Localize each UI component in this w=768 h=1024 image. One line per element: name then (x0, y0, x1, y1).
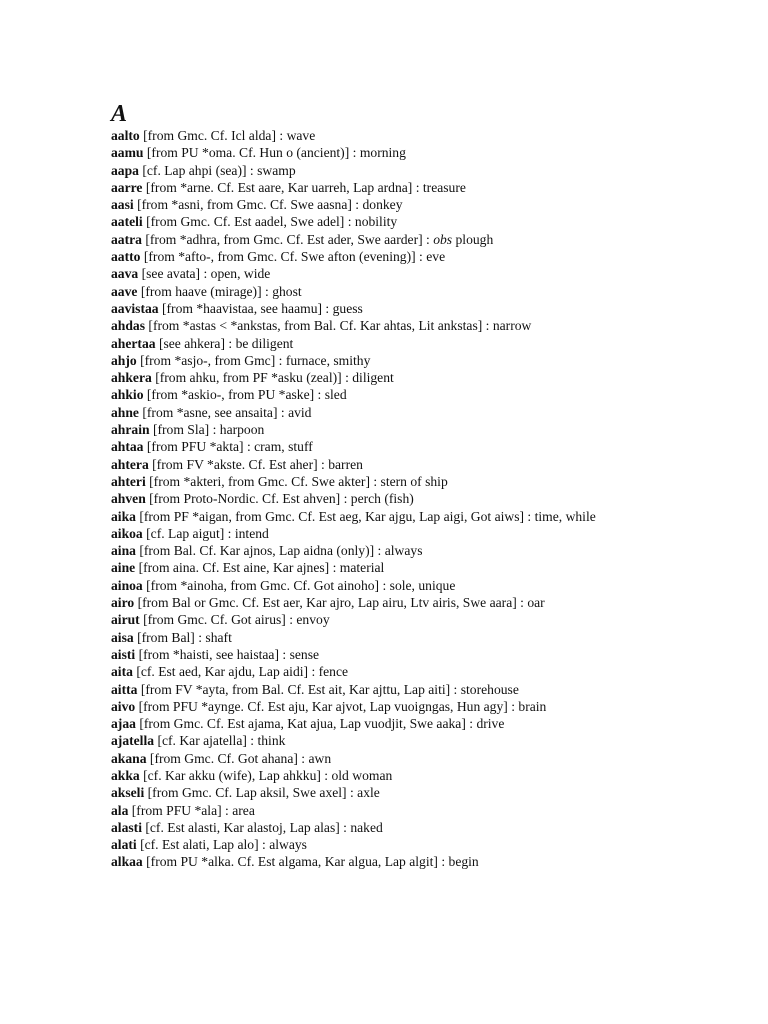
entry-gloss: plough (455, 231, 494, 247)
entry-etymology: [from *akteri, from Gmc. Cf. Swe akter] (149, 473, 370, 489)
entry-etymology: [from *astas < *ankstas, from Bal. Cf. Kar ahtas, Lit ankstas] (148, 318, 483, 334)
entry-headword: aatra (111, 231, 142, 247)
dictionary-entry (111, 352, 721, 369)
entry-gloss: furnace, smithy (285, 352, 371, 368)
entry-separator: : (279, 646, 290, 662)
dictionary-entry (111, 335, 721, 352)
entry-etymology: [from *ainoha, from Gmc. Cf. Got ainoho] (146, 577, 380, 593)
entry-separator: : (246, 733, 258, 749)
dictionary-entry (111, 213, 721, 230)
entry-headword: aapa (111, 162, 139, 178)
entry-headword: ahtaa (111, 439, 144, 455)
entry-separator: : (246, 162, 258, 178)
dictionary-entry (111, 646, 721, 663)
entry-separator: : (465, 716, 477, 732)
entry-headword: ajatella (111, 733, 155, 749)
dictionary-entry (111, 750, 721, 767)
entry-gloss: material (339, 560, 385, 576)
entry-separator: : (369, 473, 381, 489)
entry-list (111, 127, 721, 871)
entry-etymology: [from PFU *akta] (146, 439, 244, 455)
entry-headword: aika (111, 508, 136, 524)
entry-etymology: [from Gmc. Cf. Lap aksil, Swe axel] (147, 785, 347, 801)
entry-etymology: [cf. Lap aigut] (146, 525, 225, 541)
entry-etymology: [from PF *aigan, from Gmc. Cf. Est aeg, Kar ajgu, Lap aigi, Got aiws] (139, 508, 525, 524)
entry-gloss: begin (448, 854, 479, 870)
entry-separator: : (329, 560, 340, 576)
entry-separator: : (524, 508, 535, 524)
dictionary-entry (111, 525, 721, 542)
entry-separator: : (422, 231, 434, 247)
entry-separator: : (320, 767, 332, 783)
entry-separator: : (308, 664, 319, 680)
entry-separator: : (415, 249, 427, 265)
entry-gloss: harpoon (219, 422, 265, 438)
entry-headword: ahertaa (111, 335, 156, 351)
entry-etymology: [from ahku, from PF *asku (zeal)] (155, 370, 342, 386)
dictionary-entry (111, 767, 721, 784)
entry-etymology: [from PFU *ala] (131, 802, 222, 818)
entry-etymology: [cf. Kar akku (wife), Lap ahkku] (143, 767, 321, 783)
entry-gloss: awn (308, 750, 332, 766)
entry-separator: : (322, 300, 333, 316)
entry-separator: : (482, 318, 493, 334)
entry-gloss: wave (286, 128, 316, 143)
entry-etymology: [from *haavistaa, see haamu] (161, 300, 323, 316)
entry-separator: : (374, 543, 385, 559)
entry-headword: aarre (111, 179, 143, 195)
entry-gloss: think (257, 733, 286, 749)
entry-etymology: [cf. Kar ajatella] (157, 733, 247, 749)
entry-gloss: fence (318, 664, 349, 680)
entry-etymology: [from *asne, see ansaita] (142, 404, 278, 420)
entry-headword: ahtera (111, 456, 149, 472)
dictionary-entry (111, 127, 721, 144)
entry-etymology: [from PFU *aynge. Cf. Est aju, Kar ajvot, Lap vuoigngas, Hun agy] (138, 698, 508, 714)
dictionary-entry (111, 265, 721, 282)
entry-gloss: sled (324, 387, 347, 403)
entry-etymology: [from PU *oma. Cf. Hun o (ancient)] (146, 145, 350, 161)
entry-etymology: [from PU *alka. Cf. Est algama, Kar algua, Lap algit] (146, 854, 438, 870)
entry-etymology: [from Bal or Gmc. Cf. Est aer, Kar ajro, Lap airu, Ltv airis, Swe aara] (137, 595, 517, 611)
entry-headword: aivo (111, 698, 136, 714)
entry-gloss: brain (518, 698, 547, 714)
entry-separator: : (261, 283, 273, 299)
entry-etymology: [cf. Est alati, Lap alo] (140, 837, 259, 853)
entry-gloss: always (269, 837, 307, 853)
entry-headword: akana (111, 750, 147, 766)
entry-headword: aateli (111, 214, 143, 230)
entry-separator: : (275, 352, 286, 368)
entry-headword: airo (111, 595, 135, 611)
entry-gloss: cram, stuff (254, 439, 313, 455)
entry-headword: aisa (111, 629, 134, 645)
dictionary-entry (111, 421, 721, 438)
entry-separator: : (450, 681, 461, 697)
entry-headword: ala (111, 802, 129, 818)
entry-gloss: nobility (354, 214, 398, 230)
entry-gloss: perch (fish) (350, 491, 414, 507)
entry-etymology: [cf. Est aed, Kar ajdu, Lap aidi] (136, 664, 309, 680)
entry-gloss: morning (359, 145, 406, 161)
dictionary-entry (111, 508, 721, 525)
dictionary-entry (111, 473, 721, 490)
entry-etymology: [from *adhra, from Gmc. Cf. Est ader, Swe aarder] (145, 231, 423, 247)
entry-gloss: oar (527, 595, 545, 611)
entry-gloss: old woman (331, 767, 393, 783)
entry-gloss: stern of ship (380, 473, 448, 489)
entry-etymology: [from FV *akste. Cf. Est aher] (152, 456, 318, 472)
entry-separator: : (200, 266, 211, 282)
entry-etymology: [from *asjo-, from Gmc] (140, 352, 276, 368)
entry-headword: airut (111, 612, 140, 628)
dictionary-entry (111, 179, 721, 196)
entry-separator: : (297, 750, 309, 766)
entry-headword: aamu (111, 145, 144, 161)
entry-headword: akseli (111, 785, 145, 801)
dictionary-entry (111, 490, 721, 507)
entry-separator: : (285, 612, 297, 628)
entry-etymology: [from Gmc. Cf. Icl alda] (143, 128, 276, 143)
dictionary-entry (111, 836, 721, 853)
dictionary-entry (111, 196, 721, 213)
entry-gloss: always (384, 543, 423, 559)
entry-headword: aava (111, 266, 139, 282)
dictionary-entry (111, 144, 721, 161)
entry-separator: : (339, 819, 351, 835)
dictionary-entry (111, 663, 721, 680)
entry-gloss: donkey (362, 197, 403, 213)
entry-separator: : (221, 802, 233, 818)
dictionary-entry (111, 784, 721, 801)
dictionary-entry (111, 248, 721, 265)
entry-headword: aalto (111, 128, 140, 143)
entry-separator: : (379, 577, 390, 593)
entry-usage-label: obs (433, 231, 453, 247)
entry-gloss: sole, unique (389, 577, 456, 593)
entry-gloss: area (232, 802, 255, 818)
dictionary-entry (111, 283, 721, 300)
entry-etymology: [from Gmc. Cf. Est aadel, Swe adel] (146, 214, 345, 230)
entry-gloss: ghost (272, 283, 302, 299)
entry-headword: aasi (111, 197, 134, 213)
entry-separator: : (437, 854, 449, 870)
entry-etymology: [from Gmc. Cf. Got airus] (143, 612, 286, 628)
entry-headword: ajaa (111, 716, 136, 732)
entry-separator: : (277, 404, 289, 420)
entry-gloss: guess (332, 300, 363, 316)
entry-headword: ahdas (111, 318, 146, 334)
dictionary-entry (111, 438, 721, 455)
entry-separator: : (351, 197, 363, 213)
dictionary-entry (111, 611, 721, 628)
entry-gloss: narrow (492, 318, 532, 334)
dictionary-entry (111, 715, 721, 732)
entry-headword: akka (111, 767, 140, 783)
entry-separator: : (349, 145, 360, 161)
entry-etymology: [from *asni, from Gmc. Cf. Swe aasna] (137, 197, 352, 213)
entry-headword: aina (111, 543, 136, 559)
entry-gloss: avid (288, 404, 312, 420)
entry-headword: ahne (111, 404, 139, 420)
entry-etymology: [cf. Lap ahpi (sea)] (142, 162, 247, 178)
dictionary-entry (111, 559, 721, 576)
entry-separator: : (346, 785, 358, 801)
entry-gloss: sense (289, 646, 320, 662)
entry-gloss: barren (328, 456, 363, 472)
entry-etymology: [from Bal] (137, 629, 195, 645)
entry-separator: : (507, 698, 519, 714)
entry-separator: : (209, 422, 220, 438)
dictionary-entry (111, 853, 721, 870)
dictionary-entry (111, 629, 721, 646)
entry-gloss: time, while (534, 508, 596, 524)
entry-gloss: envoy (296, 612, 330, 628)
entry-etymology: [from haave (mirage)] (140, 283, 262, 299)
section-letter-heading: A (111, 101, 128, 127)
entry-headword: aine (111, 560, 136, 576)
entry-headword: aatto (111, 249, 141, 265)
entry-gloss: shaft (205, 629, 232, 645)
entry-etymology: [from *afto-, from Gmc. Cf. Swe afton (evening)] (143, 249, 416, 265)
entry-gloss: intend (234, 525, 269, 541)
entry-separator: : (344, 214, 355, 230)
dictionary-entry (111, 231, 721, 248)
dictionary-entry (111, 577, 721, 594)
entry-separator: : (412, 179, 423, 195)
dictionary-entry (111, 456, 721, 473)
entry-etymology: [cf. Est alasti, Kar alastoj, Lap alas] (145, 819, 340, 835)
entry-etymology: [from *askio-, from PU *aske] (146, 387, 315, 403)
entry-headword: aikoa (111, 525, 143, 541)
entry-gloss: axle (357, 785, 380, 801)
dictionary-entry (111, 386, 721, 403)
entry-headword: ahrain (111, 422, 150, 438)
entry-gloss: swamp (257, 162, 296, 178)
entry-etymology: [from aina. Cf. Est aine, Kar ajnes] (138, 560, 330, 576)
dictionary-entry (111, 732, 721, 749)
entry-separator: : (194, 629, 206, 645)
entry-gloss: treasure (422, 179, 466, 195)
entry-separator: : (340, 491, 351, 507)
entry-headword: ainoa (111, 577, 143, 593)
entry-headword: ahven (111, 491, 146, 507)
entry-headword: alati (111, 837, 137, 853)
dictionary-entry (111, 404, 721, 421)
entry-separator: : (341, 370, 353, 386)
entry-gloss: be diligent (235, 335, 294, 351)
entry-separator: : (224, 335, 236, 351)
entry-etymology: [from FV *ayta, from Bal. Cf. Est ait, Kar ajttu, Lap aiti] (140, 681, 451, 697)
entry-separator: : (224, 525, 235, 541)
entry-etymology: [see avata] (141, 266, 201, 282)
entry-headword: alkaa (111, 854, 143, 870)
entry-gloss: naked (350, 819, 383, 835)
entry-headword: aave (111, 283, 138, 299)
entry-headword: aita (111, 664, 133, 680)
entry-etymology: [from Sla] (152, 422, 210, 438)
entry-headword: aisti (111, 646, 136, 662)
entry-headword: aavistaa (111, 300, 159, 316)
entry-etymology: [from Proto-Nordic. Cf. Est ahven] (149, 491, 341, 507)
entry-etymology: [from *haisti, see haistaa] (138, 646, 279, 662)
entry-headword: aitta (111, 681, 138, 697)
dictionary-entry (111, 542, 721, 559)
entry-separator: : (275, 128, 287, 143)
dictionary-entry (111, 317, 721, 334)
entry-gloss: open, wide (210, 266, 271, 282)
entry-etymology: [from Gmc. Cf. Est ajama, Kat ajua, Lap vuodjit, Swe aaka] (139, 716, 466, 732)
entry-etymology: [see ahkera] (158, 335, 225, 351)
entry-gloss: eve (426, 249, 446, 265)
dictionary-entry (111, 819, 721, 836)
entry-headword: ahteri (111, 473, 146, 489)
entry-gloss: diligent (352, 370, 394, 386)
dictionary-entry (111, 698, 721, 715)
entry-separator: : (243, 439, 255, 455)
dictionary-entry (111, 802, 721, 819)
entry-etymology: [from Gmc. Cf. Got ahana] (149, 750, 298, 766)
dictionary-entry (111, 594, 721, 611)
entry-separator: : (317, 456, 329, 472)
entry-separator: : (258, 837, 270, 853)
entry-etymology: [from *arne. Cf. Est aare, Kar uarreh, Lap ardna] (145, 179, 413, 195)
entry-gloss: storehouse (460, 681, 519, 697)
entry-separator: : (516, 595, 528, 611)
entry-headword: ahkio (111, 387, 144, 403)
dictionary-entry (111, 369, 721, 386)
entry-headword: alasti (111, 819, 142, 835)
entry-headword: ahkera (111, 370, 152, 386)
entry-etymology: [from Bal. Cf. Kar ajnos, Lap aidna (only)] (139, 543, 375, 559)
entry-separator: : (314, 387, 325, 403)
entry-headword: ahjo (111, 352, 137, 368)
dictionary-entry (111, 681, 721, 698)
dictionary-entry (111, 162, 721, 179)
dictionary-entry (111, 300, 721, 317)
entry-gloss: drive (476, 716, 505, 732)
